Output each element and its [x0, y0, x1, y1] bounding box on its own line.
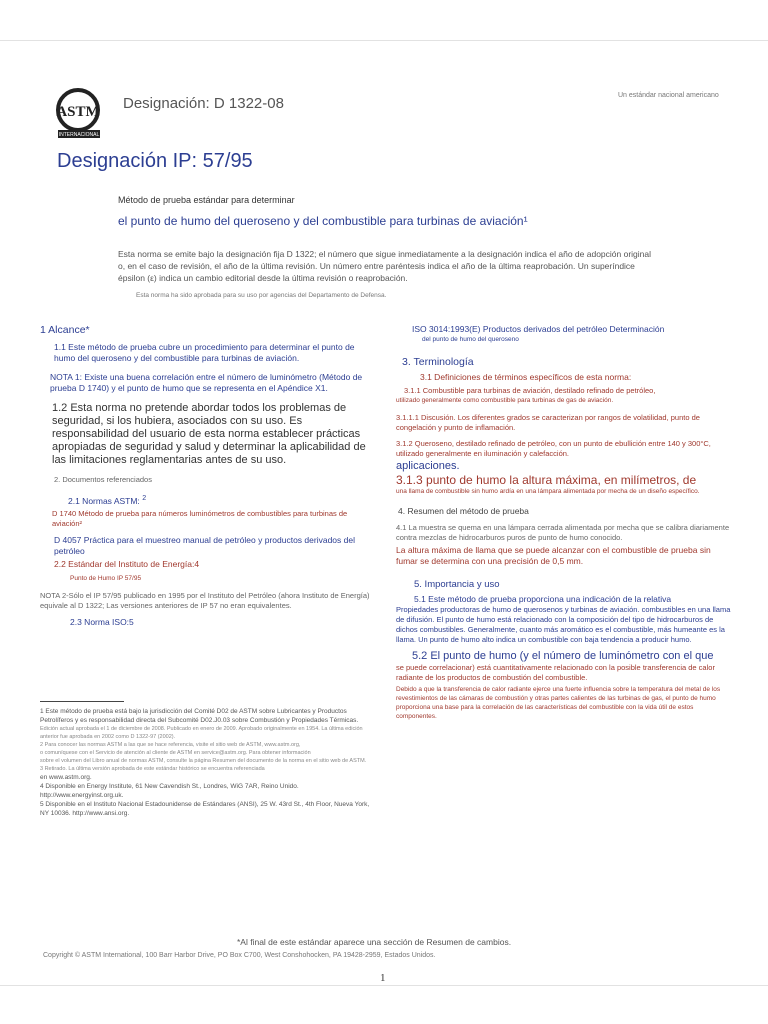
footnote-5: 5 Disponible en el Instituto Nacional Estadounidense de Estándares (ANSI), 25 W. 43rd St., 4th Floor, Nueva York, NY 10036. http://www.ansi.org.	[40, 801, 370, 817]
footnote-4: 4 Disponible en Energy Institute, 61 New Cavendish St., Londres, WiG 7AR, Reino Unido. http://www.energyinst.org.uk.	[40, 783, 299, 799]
section-5-2c: Debido a que la transferencia de calor radiante ejerce una fuerte influencia sobre la temperatura del metal de los revestimientos de las cámaras de combustión y otras partes calientes de las turbinas de gas, el punto de humo proporciona una base para la correlación de las características del combustible con la vida útil de estos componentes.	[396, 686, 721, 720]
section-1-heading: 1 Alcance*	[40, 324, 90, 336]
copyright: Copyright © ASTM International, 100 Barr Harbor Drive, PO Box C700, West Conshohocken, PA 19428-2959, Estados Unidos.	[43, 952, 436, 959]
logo-text: ASTM	[56, 104, 100, 120]
section-2-1-sup: 2	[142, 494, 147, 502]
section-3-1: 3.1 Definiciones de términos específicos de esta norma:	[420, 372, 632, 382]
footnote-1: 1 Este método de prueba está bajo la jurisdicción del Comité D02 de ASTM sobre Lubricantes y Productos Petrolíferos y es responsabilidad directa del Subcomité D02.J0.03 sobre Combustión y Propiedades Térmicas.	[40, 708, 359, 724]
summary-note: *Al final de este estándar aparece una sección de Resumen de cambios.	[237, 937, 512, 947]
page-number: 1	[380, 972, 386, 984]
ip-designation: Designación IP: 57/95	[57, 150, 253, 172]
section-3-1-1b: utilizado generalmente como combustible para turbinas de gas de aviación.	[396, 397, 614, 404]
section-4-1a: 4.1 La muestra se quema en una lámpara cerrada alimentada por mecha que se calibra diariamente contra mezclas de hidrocarburos puros de punto de humo conocido.	[396, 523, 730, 542]
ref-iso: ISO 3014:1993(E) Productos derivados del petróleo Determinación	[412, 324, 665, 334]
footnotes	[40, 707, 370, 818]
section-2-heading: 2. Documentos referenciados	[54, 475, 152, 484]
section-5-heading: 5. Importancia y uso	[414, 579, 500, 590]
footnote-2c: sobre el volumen del Libro anual de normas ASTM, consulte la página Resumen del documento de la norma en el sitio web de ASTM.	[40, 758, 367, 764]
footnote-rule	[40, 701, 124, 702]
top-border	[0, 40, 768, 41]
title-line1: Método de prueba estándar para determinar	[118, 195, 295, 205]
left-column	[40, 324, 375, 628]
section-4-heading: 4. Resumen del método de prueba	[398, 506, 529, 516]
title-line2: el punto de humo del queroseno y del combustible para turbinas de aviación¹	[118, 214, 528, 228]
section-2-3: 2.3 Norma ISO:5	[70, 616, 134, 627]
ref-iso-b: del punto de humo del queroseno	[422, 336, 519, 343]
right-column	[392, 324, 732, 721]
ref-ip57: Punto de Humo IP 57/95	[70, 574, 142, 582]
section-5-1: 5.1 Este método de prueba proporciona una indicación de la relativa	[414, 594, 672, 604]
astm-logo	[50, 86, 110, 142]
section-3-1-3: 3.1.3 punto de humo la altura máxima, en milímetros, de	[396, 473, 697, 487]
section-3-1-2: 3.1.2 Queroseno, destilado refinado de petróleo, con un punto de ebullición entre 140 y 300°C, utilizado generalmente en iluminación y calefacción.	[396, 439, 711, 458]
footnote-2: 2 Para conocer las normas ASTM a las que se hace referencia, visite el sitio web de ASTM, www.astm.org,	[40, 742, 301, 748]
section-2-1	[68, 493, 375, 507]
preamble: Esta norma se emite bajo la designación fija D 1322; el número que sigue inmediatamente a la designación indica el año de adopción original o, en el caso de revisión, el año de la última revisión. Un número entre paréntesis indica el año de la última reaprobación. Un superíndice épsilon (ε) indica un cambio editorial desde la última revisión o reaprobación.	[118, 249, 652, 283]
ref-d1740: D 1740 Método de prueba para números luminómetros de combustibles para turbinas de aviación²	[52, 508, 348, 528]
section-5-1b: Propiedades productoras de humo de querosenos y turbinas de aviación. combustibles en una llama de difusión. El punto de humo está relacionado con la composición del tipo de hidrocarburos de dichos combustibles. Generalmente, cuanto más aromático es el combustible, más humeante es la llama. Un punto de humo alto indica un combustible con baja tendencia a producir humo.	[396, 605, 731, 644]
note-1: NOTA 1: Existe una buena correlación entre el número de luminómetro (Método de prueba D 1740) y el punto de humo que se representa en el Apéndice X1.	[50, 372, 363, 393]
footnote-3: 3 Retirado. La última versión aprobada de este estándar histórico se encuentra referenciada	[40, 766, 265, 772]
bottom-border	[0, 985, 768, 986]
section-3-1-2b: aplicaciones.	[396, 460, 460, 472]
section-5-2: 5.2 El punto de humo (y el número de luminómetro con el que	[412, 650, 714, 662]
section-2-1-label: 2.1 Normas ASTM:	[68, 495, 140, 506]
approval-note: Esta norma ha sido aprobada para su uso por agencias del Departamento de Defensa.	[136, 292, 387, 299]
footnote-2b: o comuníquese con el Servicio de atención al cliente de ASTM en service@astm.org. Para obtener información	[40, 750, 311, 756]
section-3-heading: 3. Terminología	[402, 356, 474, 368]
section-3-1-3b: una llama de combustible sin humo ardía en una lámpara alimentada por mecha de un diseño específico.	[396, 488, 700, 495]
org-note: Un estándar nacional americano	[618, 92, 719, 99]
section-1-2: 1.2 Esta norma no pretende abordar todos los problemas de seguridad, si los hubiera, asociados con su uso. Es responsabilidad del usuario de esta norma establecer prácticas apropiadas de seguridad y salud y determinar la aplicabilidad de las limitaciones reglamentarias antes de su uso.	[52, 402, 366, 466]
section-3-1-1: 3.1.1 Combustible para turbinas de aviación, destilado refinado de petróleo,	[404, 386, 656, 395]
note-2: NOTA 2-Sólo el IP 57/95 publicado en 1995 por el Instituto del Petróleo (ahora Instituto de Energía) equivale al D 1322; Las versiones anteriores de IP 57 no eran equivalentes.	[40, 590, 370, 610]
footnote-3b: en www.astm.org.	[40, 774, 92, 781]
section-2-2: 2.2 Estándar del Instituto de Energía:4	[54, 558, 200, 569]
section-3-1-1-1: 3.1.1.1 Discusión. Los diferentes grados se caracterizan por rangos de volatilidad, punto de congelación y punto de inflamación.	[396, 413, 700, 432]
section-4-1b: La altura máxima de llama que se puede alcanzar con el combustible de prueba sin fumar se determina con una precisión de 0,5 mm.	[396, 545, 711, 566]
logo-sub: INTERNACIONAL	[58, 132, 100, 138]
footnote-1b: Edición actual aprobada el 1 de diciembre de 2008. Publicado en enero de 2009. Aprobado originalmente en 1954. La última edición anterior fue aprobada en 2002 como D 1322-97 (2002).	[40, 726, 363, 740]
section-5-2b: se puede correlacionar) está cuantitativamente relacionado con la posible transferencia de calor radiante de los productos de combustión del combustible.	[396, 663, 715, 682]
designation: Designación: D 1322-08	[123, 95, 284, 112]
ref-d4057: D 4057 Práctica para el muestreo manual de petróleo y productos derivados del petróleo	[54, 534, 355, 556]
section-1-1: 1.1 Este método de prueba cubre un procedimiento para determinar el punto de humo del queroseno y del combustible para turbinas de aviación.	[54, 342, 355, 363]
